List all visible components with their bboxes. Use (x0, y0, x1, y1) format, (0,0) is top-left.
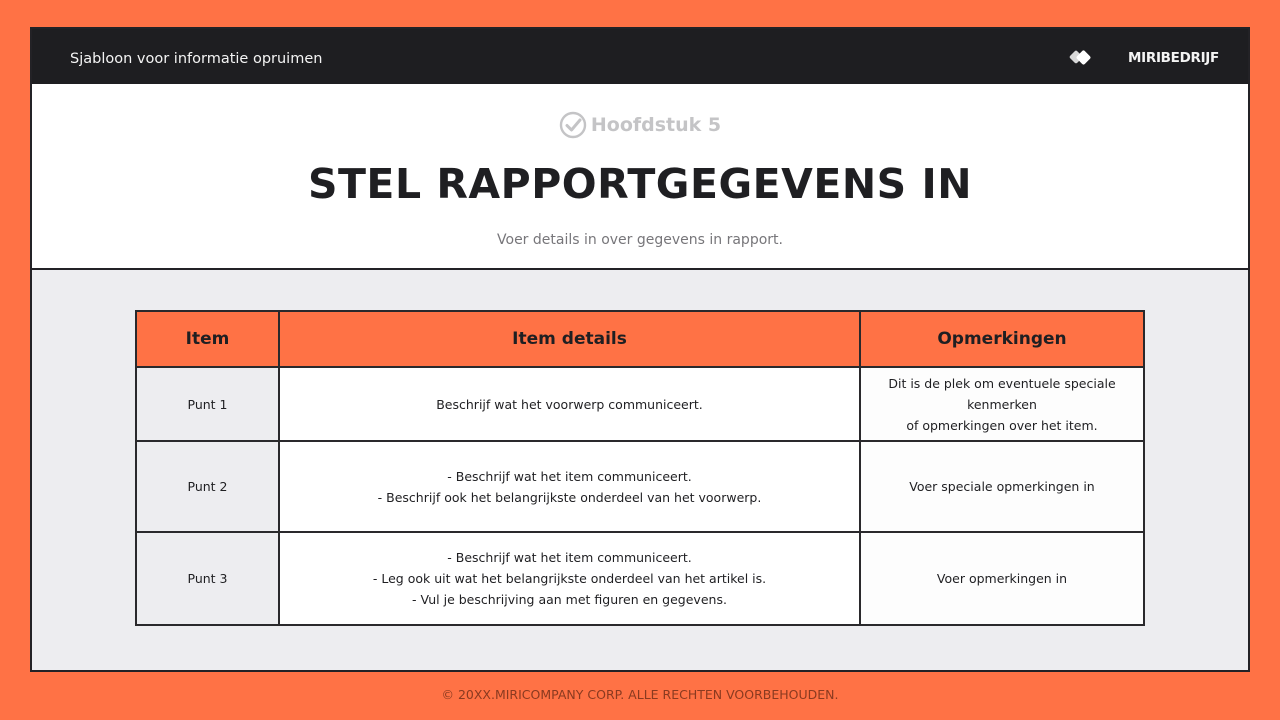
column-header-item: Item (136, 311, 279, 367)
details-line: - Beschrijf wat het item communiceert. (447, 550, 692, 565)
remarks-line: of opmerkingen over het item. (906, 417, 1098, 433)
top-bar (32, 29, 1248, 84)
remarks-line: Voer speciale opmerkingen in (909, 479, 1095, 494)
details-cell (279, 441, 860, 532)
remarks-cell (860, 367, 1144, 441)
slide-frame (30, 27, 1250, 672)
remarks-cell (860, 532, 1144, 625)
check-circle-icon (559, 111, 587, 139)
column-header-remarks: Opmerkingen (860, 311, 1144, 367)
details-line: - Beschrijf ook het belangrijkste onderdeel van het voorwerp. (377, 489, 762, 505)
details-line: - Leg ook uit wat het belangrijkste onderdeel van het artikel is. (372, 571, 767, 586)
report-table (135, 310, 1145, 626)
table-row (136, 532, 1144, 625)
details-cell (279, 367, 860, 441)
item-cell: Punt 1 (136, 367, 279, 441)
table-row (136, 367, 1144, 441)
slide-header (32, 84, 1248, 270)
chapter-label (32, 111, 1248, 139)
template-title: Sjabloon voor informatie opruimen (70, 51, 323, 67)
item-cell: Punt 2 (136, 441, 279, 532)
diamond-cards-icon (1068, 49, 1094, 67)
table-header-row (136, 311, 1144, 367)
brand-name: MIRIBEDRIJF (1128, 50, 1219, 66)
details-line: - Beschrijf wat het item communiceert. (447, 468, 692, 484)
remarks-line: Voer opmerkingen in (936, 571, 1068, 586)
column-header-details: Item details (279, 311, 860, 367)
details-line: Beschrijf wat het voorwerp communiceert. (436, 396, 703, 412)
page-subtitle: Voer details in over gegevens in rapport. (497, 232, 783, 248)
report-table-container (135, 310, 1145, 626)
remarks-line: Dit is de plek om eventuele speciale kenmerken (888, 375, 1116, 412)
table-row (136, 441, 1144, 532)
details-cell (279, 532, 860, 625)
remarks-cell (860, 441, 1144, 532)
chapter-text: Hoofdstuk 5 (590, 114, 722, 136)
page-title: STEL RAPPORTGEGEVENS IN (307, 160, 973, 208)
details-line: - Vul je beschrijving aan met figuren en gegevens. (412, 592, 727, 607)
item-cell: Punt 3 (136, 532, 279, 625)
copyright-footer: © 20XX.MIRICOMPANY CORP. ALLE RECHTEN VOORBEHOUDEN. (441, 687, 839, 702)
